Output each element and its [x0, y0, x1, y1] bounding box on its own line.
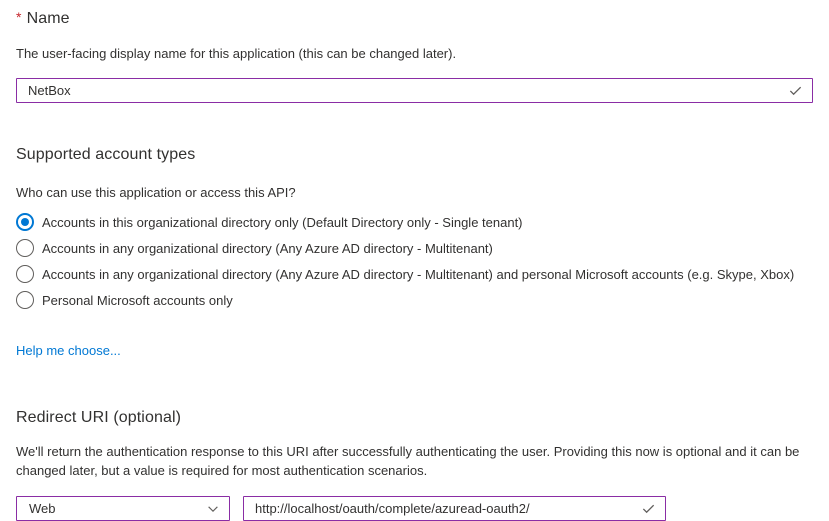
radio-icon[interactable]: [16, 239, 34, 257]
radio-icon[interactable]: [16, 291, 34, 309]
radio-icon[interactable]: [16, 265, 34, 283]
redirect-uri-input[interactable]: [244, 501, 641, 516]
name-input[interactable]: [17, 83, 788, 98]
name-description: The user-facing display name for this application (this can be changed later).: [16, 46, 457, 61]
radio-option-label: Accounts in any organizational directory (Any Azure AD directory - Multitenant): [42, 240, 493, 256]
account-type-radio-group: [16, 213, 813, 309]
radio-option-label: Accounts in any organizational directory (Any Azure AD directory - Multitenant) and personal Microsoft accounts (e.g. Skype, Xbox): [42, 266, 795, 282]
redirect-uri-description: We'll return the authentication response to this URI after successfully authenticating the user. Providing this now is optional and it can be changed later, but a value is required for most authentication scenarios.: [16, 444, 800, 478]
radio-option-multitenant-personal[interactable]: [16, 265, 813, 283]
radio-option-personal-only[interactable]: [16, 291, 813, 309]
radio-option-label: Accounts in this organizational directory only (Default Directory only - Single tenant): [42, 214, 523, 230]
radio-option-multitenant[interactable]: [16, 239, 813, 257]
radio-option-single-tenant[interactable]: [16, 213, 813, 231]
platform-select[interactable]: [16, 496, 230, 521]
name-section-title: [16, 10, 813, 28]
radio-icon[interactable]: [16, 213, 34, 231]
account-types-title: Supported account types: [16, 146, 196, 163]
checkmark-icon: [641, 501, 656, 516]
checkmark-icon: [788, 83, 803, 98]
supported-account-types-section: [16, 146, 813, 360]
redirect-uri-section: [16, 409, 813, 521]
name-title-text: Name: [26, 10, 70, 27]
help-me-choose-link[interactable]: Help me choose...: [16, 343, 121, 358]
required-asterisk: *: [16, 9, 22, 25]
platform-select-value: Web: [29, 501, 56, 516]
redirect-uri-input-container: [243, 496, 666, 521]
name-section: [16, 10, 813, 103]
account-types-question: Who can use this application or access this API?: [16, 185, 296, 200]
name-input-container: [16, 78, 813, 103]
redirect-uri-row: [16, 496, 813, 521]
chevron-down-icon: [206, 502, 220, 516]
radio-option-label: Personal Microsoft accounts only: [42, 292, 233, 308]
redirect-uri-title: Redirect URI (optional): [16, 409, 182, 426]
